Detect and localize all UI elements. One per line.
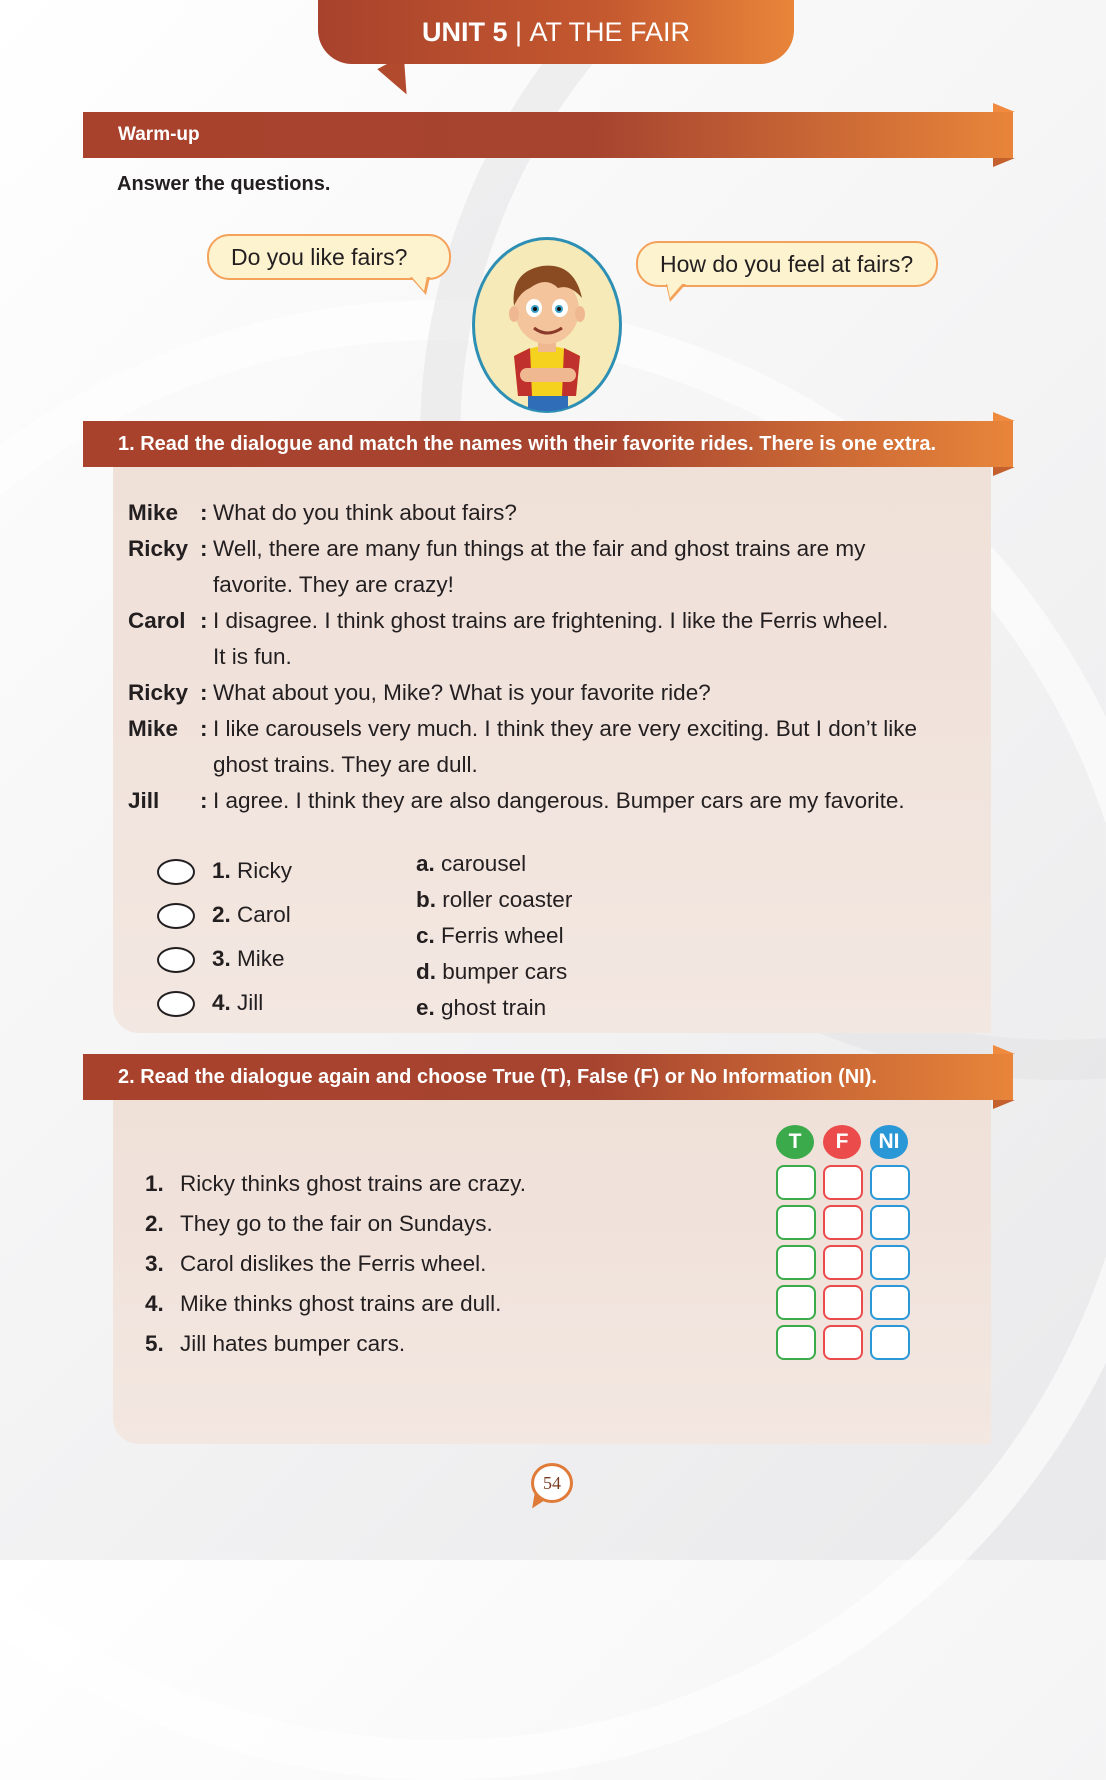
exercise2-title: 2. Read the dialogue again and choose True (T), False (F) or No Information (NI). xyxy=(118,1065,877,1088)
false-answer-box[interactable] xyxy=(823,1245,863,1280)
statement: 2. They go to the fair on Sundays. xyxy=(145,1211,493,1236)
statement: 4. Mike thinks ghost trains are dull. xyxy=(145,1291,502,1316)
statement: 1. Ricky thinks ghost trains are crazy. xyxy=(145,1171,526,1196)
no-info-header: NI xyxy=(870,1125,908,1159)
true-answer-box[interactable] xyxy=(776,1325,816,1360)
warmup-bar xyxy=(83,112,1013,158)
ride-option: e. ghost train xyxy=(416,995,547,1020)
answer-oval[interactable] xyxy=(157,903,195,929)
dialogue-text: It is fun. xyxy=(213,644,292,669)
warmup-instruction: Answer the questions. xyxy=(117,173,331,195)
speaker-name: Mike xyxy=(128,500,179,525)
dialogue-text: What do you think about fairs? xyxy=(213,500,517,525)
page-number: 54 xyxy=(531,1463,573,1503)
ride-option: c. Ferris wheel xyxy=(416,923,564,948)
no-info-answer-box[interactable] xyxy=(870,1245,910,1280)
speech-bubble-right xyxy=(636,241,938,287)
match-name: 3. Mike xyxy=(212,946,285,971)
false-answer-box[interactable] xyxy=(823,1325,863,1360)
boy-avatar-illustration xyxy=(470,236,624,414)
no-info-answer-box[interactable] xyxy=(870,1205,910,1240)
dialogue-text: ghost trains. They are dull. xyxy=(213,752,478,777)
statement: 5. Jill hates bumper cars. xyxy=(145,1331,406,1356)
exercise1-title: 1. Read the dialogue and match the names with their favorite rides. There is one extra. xyxy=(118,432,936,455)
statement: 3. Carol dislikes the Ferris wheel. xyxy=(145,1251,487,1276)
false-answer-box[interactable] xyxy=(823,1285,863,1320)
dialogue-text: Well, there are many fun things at the fair and ghost trains are my xyxy=(213,536,866,561)
ride-option: b. roller coaster xyxy=(416,887,573,912)
dialogue-text: I disagree. I think ghost trains are frightening. I like the Ferris wheel. xyxy=(213,608,889,633)
speech-bubble-left xyxy=(207,234,451,280)
false-header: F xyxy=(823,1125,861,1159)
false-answer-box[interactable] xyxy=(823,1165,863,1200)
no-info-answer-box[interactable] xyxy=(870,1165,910,1200)
speaker-name: Mike xyxy=(128,716,179,741)
true-answer-box[interactable] xyxy=(776,1205,816,1240)
match-name: 1. Ricky xyxy=(212,858,293,883)
unit-header xyxy=(318,0,794,64)
false-answer-box[interactable] xyxy=(823,1205,863,1240)
dialogue-text: I agree. I think they are also dangerous. Bumper cars are my favorite. xyxy=(213,788,905,813)
speaker-name: Ricky xyxy=(128,680,189,705)
true-header: T xyxy=(776,1125,814,1159)
exercise2-bar xyxy=(83,1054,1013,1100)
ride-option: d. bumper cars xyxy=(416,959,568,984)
ride-option: a. carousel xyxy=(416,851,527,876)
dialogue-text: I like carousels very much. I think they are very exciting. But I don’t like xyxy=(213,716,918,741)
match-name: 2. Carol xyxy=(212,902,291,927)
speaker-name: Jill xyxy=(128,788,160,813)
speaker-name: Carol xyxy=(128,608,186,633)
exercise1-bar xyxy=(83,421,1013,467)
true-answer-box[interactable] xyxy=(776,1285,816,1320)
no-info-answer-box[interactable] xyxy=(870,1325,910,1360)
true-answer-box[interactable] xyxy=(776,1165,816,1200)
unit-separator: | xyxy=(507,16,530,47)
speech-bubble-text: Do you like fairs? xyxy=(231,243,408,270)
speaker-name: Ricky xyxy=(128,536,189,561)
unit-label: UNIT 5 xyxy=(421,16,508,47)
unit-title: AT THE FAIR xyxy=(529,16,691,47)
dialogue-text: favorite. They are crazy! xyxy=(213,572,454,597)
answer-oval[interactable] xyxy=(157,991,195,1017)
true-answer-box[interactable] xyxy=(776,1245,816,1280)
no-info-answer-box[interactable] xyxy=(870,1285,910,1320)
match-name: 4. Jill xyxy=(212,990,264,1015)
warmup-title: Warm-up xyxy=(118,124,200,145)
answer-oval[interactable] xyxy=(157,859,195,885)
dialogue-text: What about you, Mike? What is your favorite ride? xyxy=(213,680,711,705)
speech-bubble-text: How do you feel at fairs? xyxy=(660,250,914,277)
answer-oval[interactable] xyxy=(157,947,195,973)
